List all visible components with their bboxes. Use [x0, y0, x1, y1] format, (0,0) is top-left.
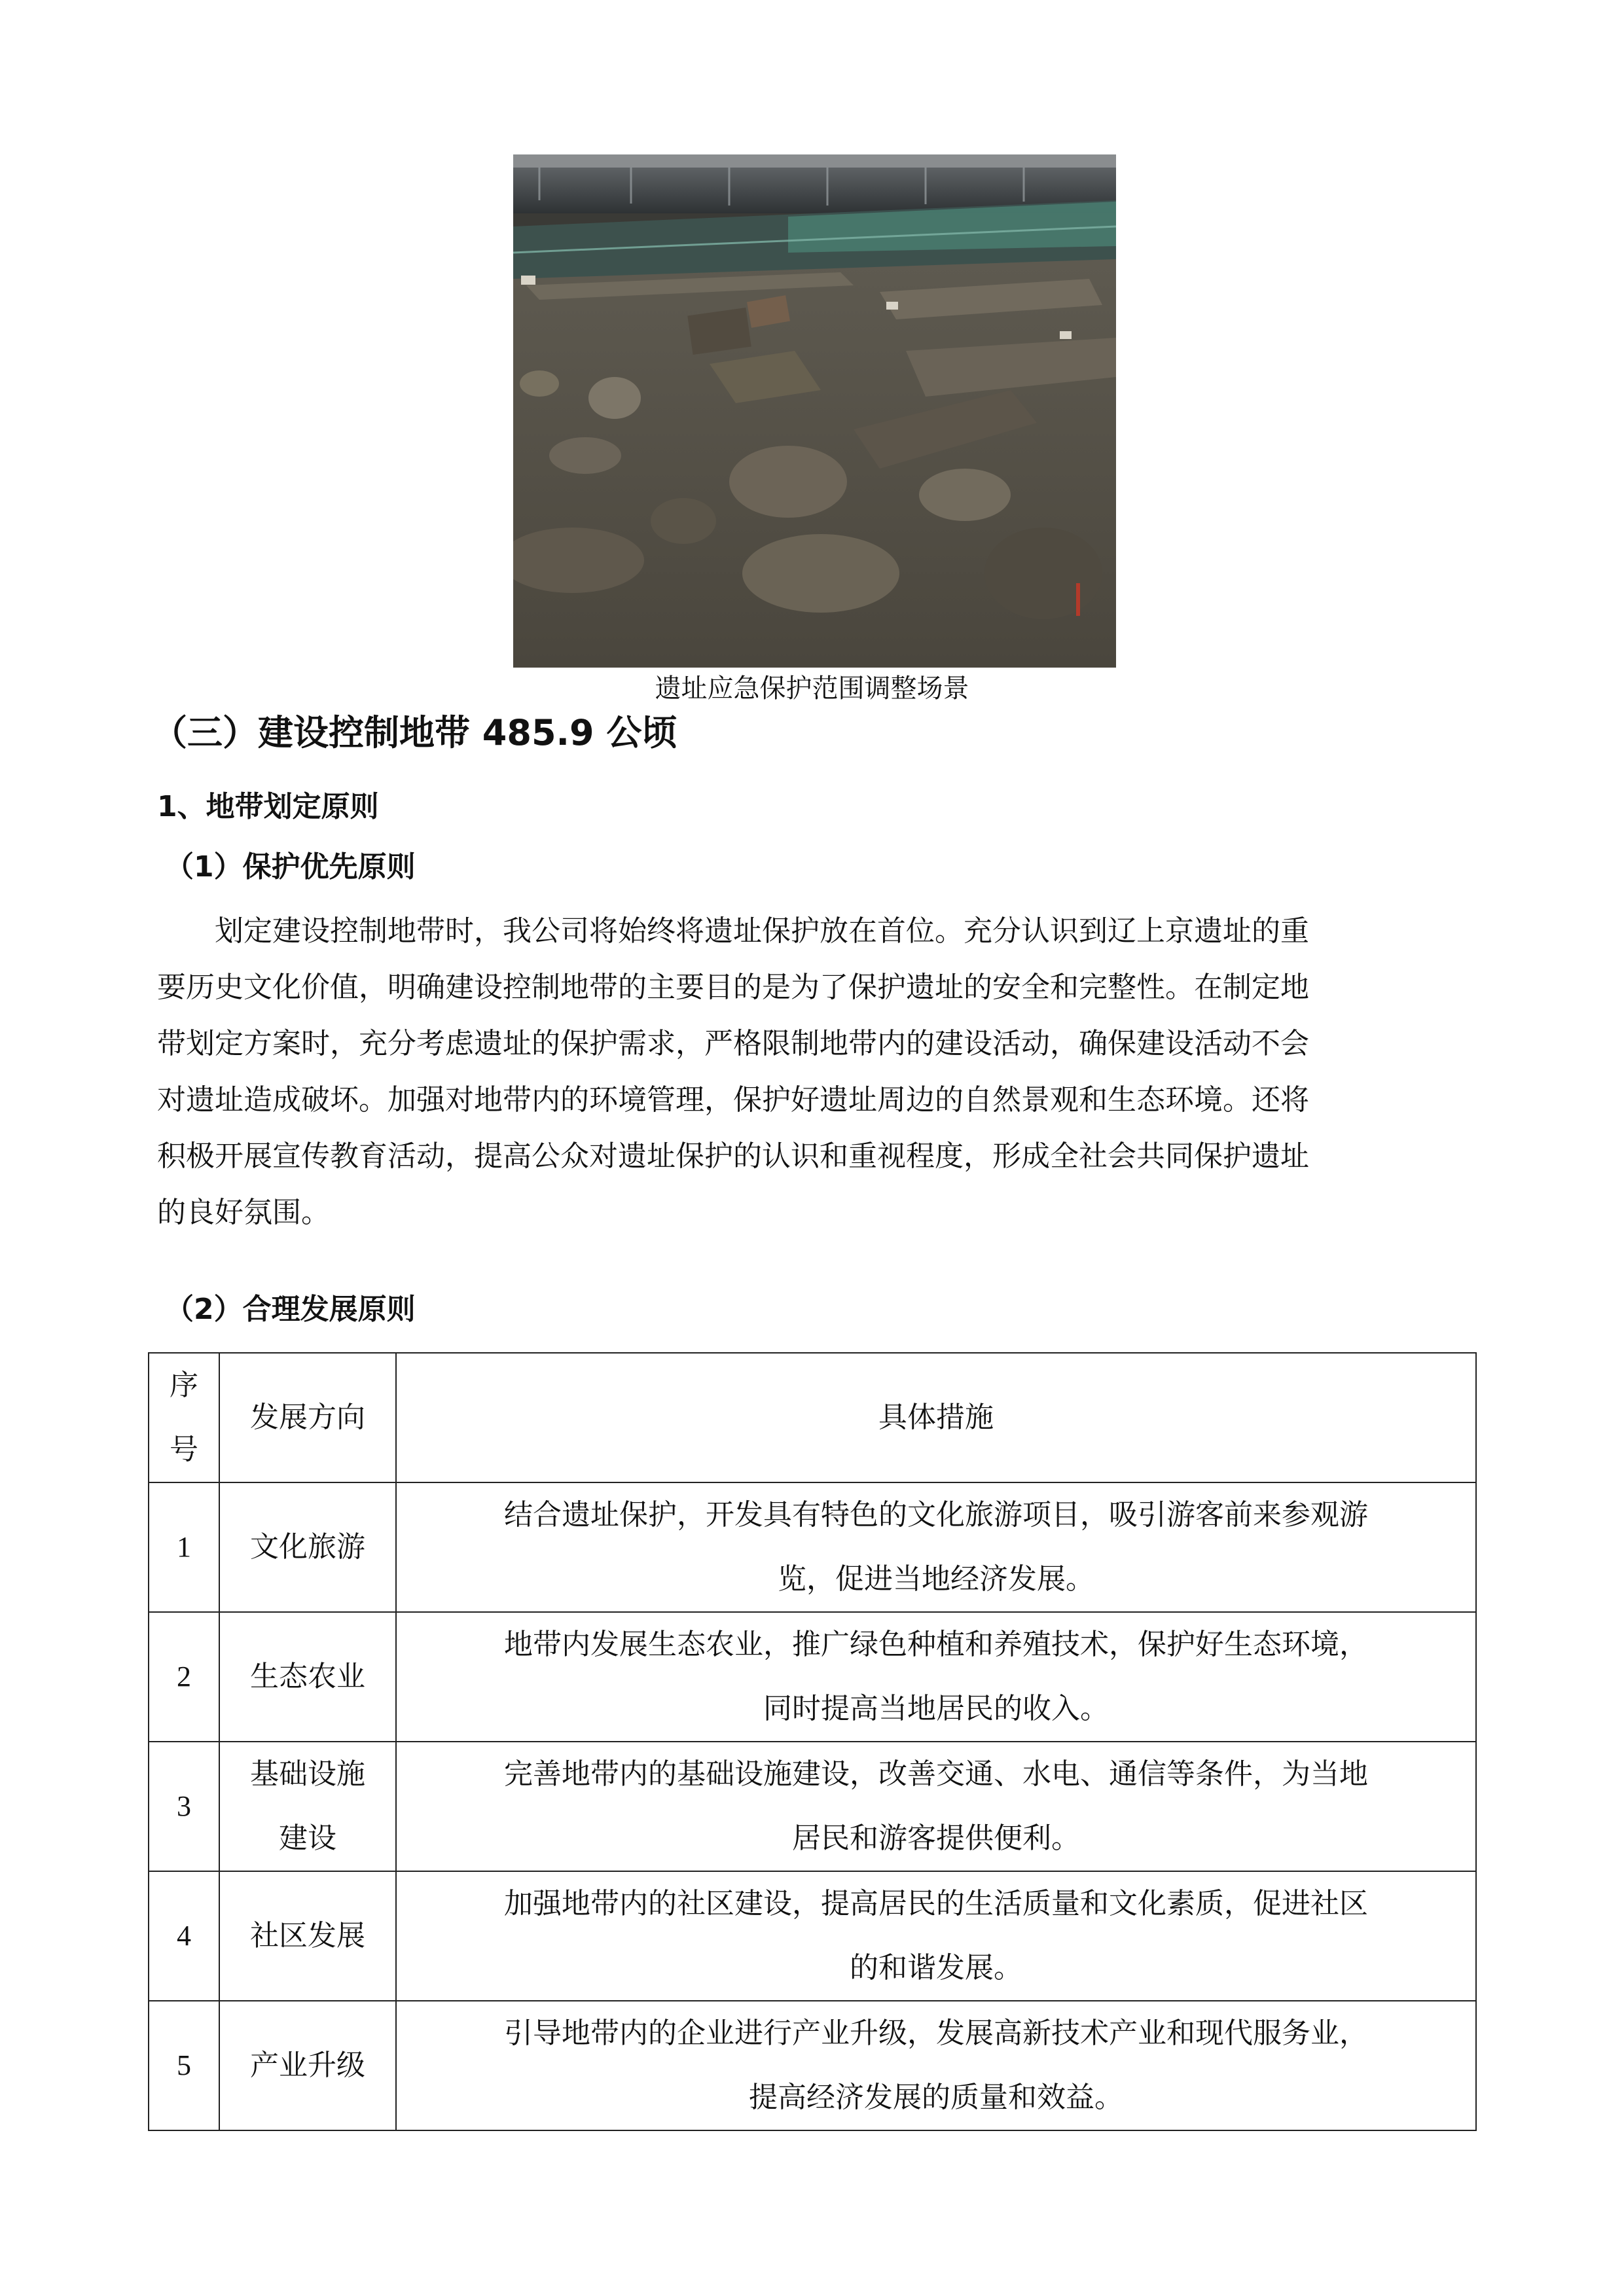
- excavation-site-photo: [513, 154, 1116, 668]
- table-row: [149, 1742, 1476, 1871]
- subheading-protection-first: （1）保护优先原则: [165, 850, 416, 884]
- paragraph-line: 划定建设控制地带时，我公司将始终将遗址保护放在首位。充分认识到辽上京遗址的重: [215, 914, 1309, 948]
- header-direction: 发展方向: [219, 1353, 396, 1482]
- development-table: [148, 1352, 1477, 2131]
- row-direction: 生态农业: [219, 1612, 396, 1742]
- row-number: 5: [149, 2001, 219, 2130]
- paragraph-line: 带划定方案时，充分考虑遗址的保护需求，严格限制地带内的建设活动，确保建设活动不会: [157, 1027, 1309, 1060]
- row-number: 3: [149, 1742, 219, 1871]
- subheading-rational-development: （2）合理发展原则: [165, 1293, 416, 1326]
- row-measures: 加强地带内的社区建设，提高居民的生活质量和文化素质，促进社区 的和谐发展。: [396, 1871, 1476, 2001]
- row-measures: 完善地带内的基础设施建设，改善交通、水电、通信等条件，为当地 居民和游客提供便利。: [396, 1742, 1476, 1871]
- row-measures: 引导地带内的企业进行产业升级，发展高新技术产业和现代服务业， 提高经济发展的质量和效益。: [396, 2001, 1476, 2130]
- row-measures: 地带内发展生态农业，推广绿色种植和养殖技术，保护好生态环境， 同时提高当地居民的收入。: [396, 1612, 1476, 1742]
- table-row: [149, 1482, 1476, 1612]
- row-direction: 产业升级: [219, 2001, 396, 2130]
- row-measures: 结合遗址保护，开发具有特色的文化旅游项目，吸引游客前来参观游 览，促进当地经济发展。: [396, 1482, 1476, 1612]
- paragraph-line: 的良好氛围。: [157, 1196, 330, 1229]
- section-title: （三）建设控制地带 485.9 公顷: [152, 712, 677, 753]
- body-paragraph: [157, 903, 1477, 1241]
- header-measures: 具体措施: [396, 1353, 1476, 1482]
- row-direction: 文化旅游: [219, 1482, 396, 1612]
- photo-caption: 遗址应急保护范围调整场景: [655, 673, 969, 704]
- table-header-row: [149, 1353, 1476, 1482]
- subheading-zoning-principles: 1、地带划定原则: [157, 790, 379, 823]
- row-number: 4: [149, 1871, 219, 2001]
- row-direction: 基础设施 建设: [219, 1742, 396, 1871]
- table-row: [149, 1612, 1476, 1742]
- row-number: 2: [149, 1612, 219, 1742]
- row-number: 1: [149, 1482, 219, 1612]
- table-row: [149, 2001, 1476, 2130]
- row-direction: 社区发展: [219, 1871, 396, 2001]
- paragraph-line: 对遗址造成破坏。加强对地带内的环境管理，保护好遗址周边的自然景观和生态环境。还将: [157, 1083, 1309, 1117]
- paragraph-line: 要历史文化价值，明确建设控制地带的主要目的是为了保护遗址的安全和完整性。在制定地: [157, 971, 1309, 1004]
- table-row: [149, 1871, 1476, 2001]
- header-number: 序 号: [149, 1353, 219, 1482]
- paragraph-line: 积极开展宣传教育活动，提高公众对遗址保护的认识和重视程度，形成全社会共同保护遗址: [157, 1139, 1309, 1173]
